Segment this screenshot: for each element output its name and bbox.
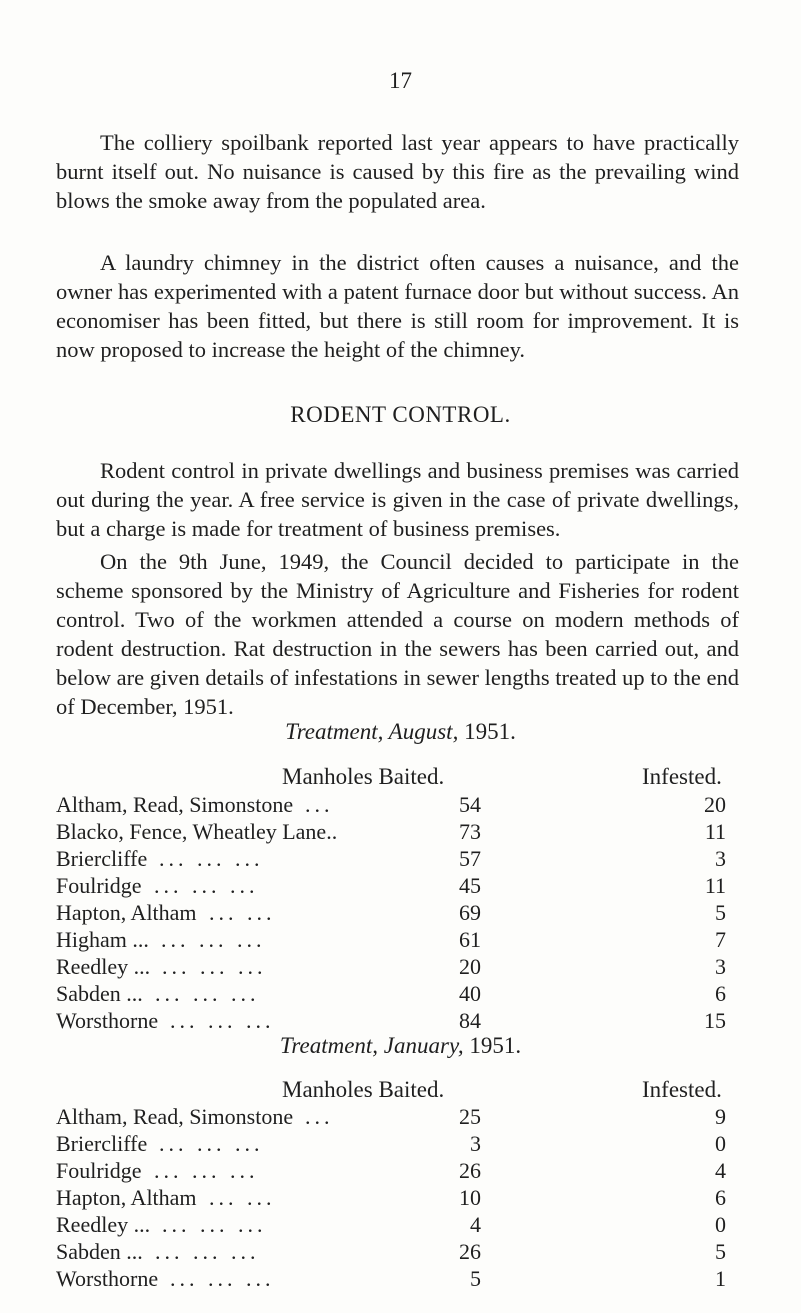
row-location: Worsthorne <box>56 1266 159 1291</box>
row-manholes-baited: 73 <box>459 819 481 844</box>
row-leader-dots: ... ... ... <box>155 981 260 1006</box>
row-leader-dots: ... <box>305 792 334 817</box>
row-location: Briercliffe <box>56 846 148 871</box>
row-infested: 3 <box>715 954 726 979</box>
page-number: 17 <box>389 68 412 93</box>
table-row <box>56 1158 746 1185</box>
row-infested: 0 <box>715 1212 726 1237</box>
row-leader-dots: ... ... ... <box>161 927 266 952</box>
row-infested: 4 <box>715 1158 726 1183</box>
table-row <box>56 1104 746 1131</box>
table-august <box>56 792 746 1035</box>
table-row <box>56 1212 746 1239</box>
row-manholes-baited: 69 <box>459 900 481 925</box>
row-infested: 20 <box>704 792 726 817</box>
row-manholes-baited: 4 <box>470 1212 481 1237</box>
table-title-text: Treatment, January, <box>279 1033 464 1058</box>
row-leader-dots: ... ... <box>209 900 276 925</box>
row-infested: 6 <box>715 1185 726 1210</box>
row-manholes-baited: 5 <box>470 1266 481 1291</box>
row-location: Altham, Read, Simonstone <box>56 792 294 817</box>
row-location: Reedley ... <box>56 1212 151 1237</box>
row-infested: 11 <box>704 819 726 844</box>
table-january <box>56 1104 746 1293</box>
row-leader-dots: ... ... ... <box>155 1239 260 1264</box>
column-header-manholes-baited: Manholes Baited. <box>282 1077 445 1102</box>
paragraph-rodent-control <box>56 456 739 543</box>
row-infested: 0 <box>715 1131 726 1156</box>
row-manholes-baited: 40 <box>459 981 481 1006</box>
table-row <box>56 1239 746 1266</box>
column-header-infested: Infested. <box>642 1077 722 1102</box>
row-manholes-baited: 54 <box>459 792 481 817</box>
row-leader-dots: ... ... ... <box>162 954 267 979</box>
row-leader-dots: ... ... ... <box>159 846 264 871</box>
paragraph-text: On the 9th June, 1949, the Council decided to participate in the scheme sponsored by the Ministry of Agriculture and Fisheries for rodent control. Two of the workmen attended a course on modern methods of rodent destruction. Rat destruction in the sewers has been carried out, and below are given details of infestations in sewer lengths treated up to the end of December, 1951. <box>56 549 739 719</box>
column-header-manholes-baited: Manholes Baited. <box>282 764 445 789</box>
row-infested: 5 <box>715 900 726 925</box>
row-location: Hapton, Altham <box>56 900 197 925</box>
table-row <box>56 819 746 846</box>
row-leader-dots: ... ... <box>209 1185 276 1210</box>
table-row <box>56 846 746 873</box>
row-location: Briercliffe <box>56 1131 148 1156</box>
table-row <box>56 792 746 819</box>
row-manholes-baited: 26 <box>459 1158 481 1183</box>
table-row <box>56 927 746 954</box>
row-location: Worsthorne <box>56 1008 159 1033</box>
table-title-year: 1951. <box>469 1033 522 1058</box>
row-infested: 11 <box>704 873 726 898</box>
table-row <box>56 1266 746 1293</box>
paragraph-laundry-chimney <box>56 248 739 364</box>
row-manholes-baited: 61 <box>459 927 481 952</box>
paragraph-text: Rodent control in private dwellings and business premises was carried out during the year. A free service is given in the case of private dwellings, but a charge is made for treatment of business premises. <box>56 458 739 541</box>
paragraph-council-decision <box>56 547 739 721</box>
row-location: Blacko, Fence, Wheatley Lane.. <box>56 819 338 844</box>
row-manholes-baited: 3 <box>470 1131 481 1156</box>
row-infested: 9 <box>715 1104 726 1129</box>
row-manholes-baited: 20 <box>459 954 481 979</box>
table-row <box>56 873 746 900</box>
row-manholes-baited: 84 <box>459 1008 481 1033</box>
table-title-year: 1951. <box>464 719 516 744</box>
row-infested: 1 <box>715 1266 726 1291</box>
row-leader-dots: ... ... ... <box>170 1008 275 1033</box>
row-infested: 15 <box>704 1008 726 1033</box>
row-location: Sabden ... <box>56 1239 143 1264</box>
column-header-infested: Infested. <box>642 764 722 789</box>
row-infested: 7 <box>715 927 726 952</box>
row-location: Reedley ... <box>56 954 151 979</box>
row-location: Sabden ... <box>56 981 143 1006</box>
row-leader-dots: ... ... ... <box>162 1212 267 1237</box>
table-august-title <box>0 719 801 745</box>
table-row <box>56 1185 746 1212</box>
row-manholes-baited: 57 <box>459 846 481 871</box>
table-row <box>56 981 746 1008</box>
paragraph-text: A laundry chimney in the district often causes a nuisance, and the owner has experimented with a patent furnace door but without success. An economiser has been fitted, but there is still room for improvement. It is now proposed to increase the height of the chimney. <box>56 250 739 362</box>
row-location: Higham ... <box>56 927 149 952</box>
table-january-title <box>0 1033 801 1059</box>
row-leader-dots: ... ... ... <box>170 1266 275 1291</box>
row-infested: 6 <box>715 981 726 1006</box>
row-location: Foulridge <box>56 1158 142 1183</box>
table-title-text: Treatment, August, <box>285 719 459 744</box>
row-manholes-baited: 45 <box>459 873 481 898</box>
table-row <box>56 1008 746 1035</box>
row-location: Hapton, Altham <box>56 1185 197 1210</box>
row-leader-dots: ... ... ... <box>159 1131 264 1156</box>
table-row <box>56 954 746 981</box>
row-infested: 3 <box>715 846 726 871</box>
row-leader-dots: ... ... ... <box>154 873 259 898</box>
section-heading-rodent-control: RODENT CONTROL. <box>290 402 511 427</box>
row-infested: 5 <box>715 1239 726 1264</box>
row-leader-dots: ... <box>305 1104 334 1129</box>
row-location: Foulridge <box>56 873 142 898</box>
table-row <box>56 900 746 927</box>
paragraph-text: The colliery spoilbank reported last year appears to have practically burnt itself out. No nuisance is caused by this fire as the prevailing wind blows the smoke away from the populated area. <box>56 130 739 213</box>
table-row <box>56 1131 746 1158</box>
row-manholes-baited: 26 <box>459 1239 481 1264</box>
row-manholes-baited: 10 <box>459 1185 481 1210</box>
row-leader-dots: ... ... ... <box>154 1158 259 1183</box>
row-manholes-baited: 25 <box>459 1104 481 1129</box>
paragraph-colliery-spoilbank <box>56 128 739 215</box>
row-location: Altham, Read, Simonstone <box>56 1104 294 1129</box>
